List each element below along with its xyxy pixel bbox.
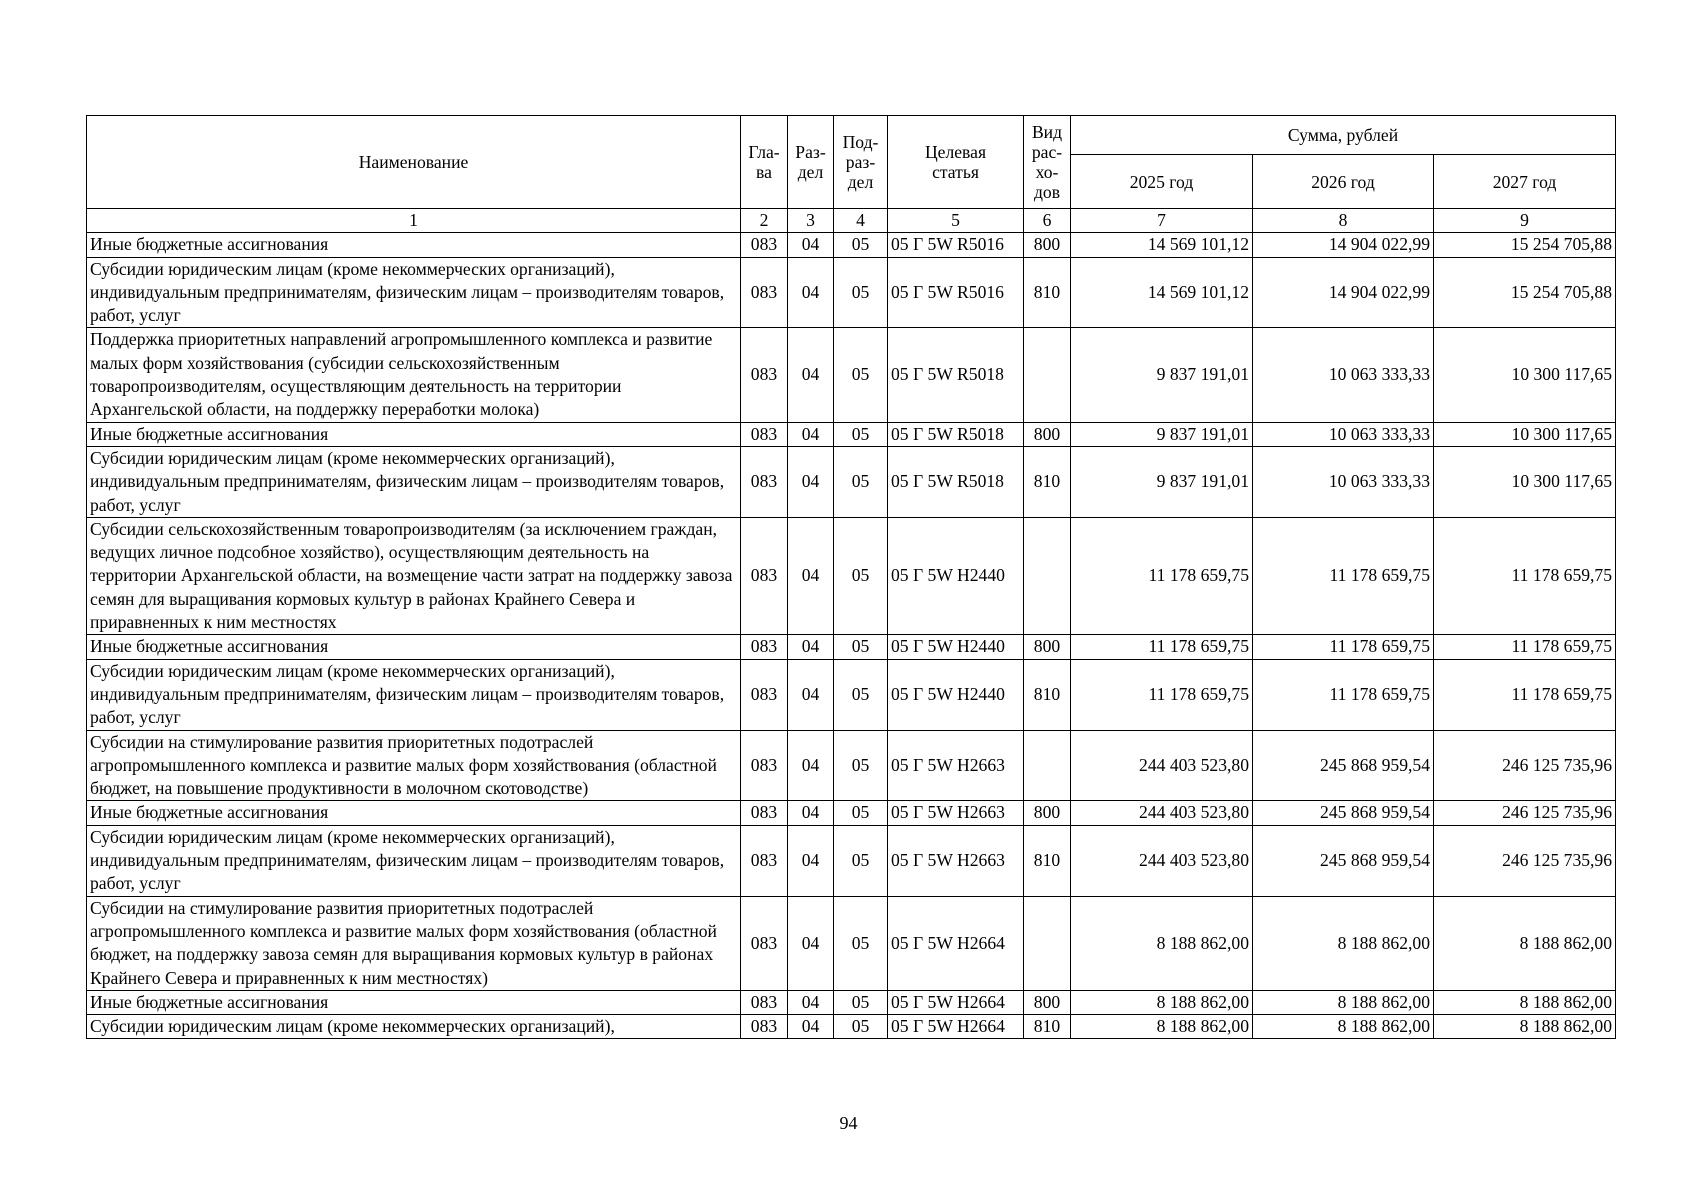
row-glava: 083: [741, 422, 788, 446]
row-celevaya-statya: 05 Г 5W Н2664: [888, 990, 1024, 1014]
column-number: 1: [87, 209, 741, 233]
row-razdel: 04: [788, 422, 834, 446]
row-vid-rashodov: 800: [1024, 801, 1071, 825]
row-sum-2025: 9 837 191,01: [1071, 446, 1253, 517]
table-row: [87, 233, 1616, 257]
row-name: Иные бюджетные ассигнования: [87, 801, 741, 825]
row-sum-2027: 11 178 659,75: [1434, 659, 1616, 730]
row-sum-2026: 8 188 862,00: [1253, 896, 1434, 990]
row-celevaya-statya: 05 Г 5W Н2440: [888, 635, 1024, 659]
column-number-row: [87, 209, 1616, 233]
column-number: 9: [1434, 209, 1616, 233]
header-celevaya-statya: Целевая статья: [888, 116, 1024, 209]
header-year-2026: 2026 год: [1253, 155, 1434, 209]
row-sum-2025: 8 188 862,00: [1071, 990, 1253, 1014]
row-vid-rashodov: [1024, 896, 1071, 990]
row-name: Иные бюджетные ассигнования: [87, 635, 741, 659]
column-number: 8: [1253, 209, 1434, 233]
table-row: [87, 257, 1616, 328]
row-sum-2025: 11 178 659,75: [1071, 635, 1253, 659]
row-sum-2025: 8 188 862,00: [1071, 896, 1253, 990]
row-sum-2027: 8 188 862,00: [1434, 1015, 1616, 1039]
row-sum-2026: 11 178 659,75: [1253, 517, 1434, 634]
row-sum-2027: 246 125 735,96: [1434, 825, 1616, 896]
row-sum-2025: 9 837 191,01: [1071, 328, 1253, 422]
row-vid-rashodov: 810: [1024, 1015, 1071, 1039]
row-vid-rashodov: 800: [1024, 422, 1071, 446]
row-podrazdel: 05: [834, 801, 888, 825]
row-sum-2027: 246 125 735,96: [1434, 730, 1616, 801]
row-podrazdel: 05: [834, 825, 888, 896]
row-sum-2026: 245 868 959,54: [1253, 730, 1434, 801]
row-celevaya-statya: 05 Г 5W Н2664: [888, 896, 1024, 990]
row-sum-2026: 245 868 959,54: [1253, 825, 1434, 896]
header-vid-rashodov: Вид рас- хо- дов: [1024, 116, 1071, 209]
row-podrazdel: 05: [834, 328, 888, 422]
column-number: 3: [788, 209, 834, 233]
row-razdel: 04: [788, 990, 834, 1014]
table-row: [87, 825, 1616, 896]
row-podrazdel: 05: [834, 233, 888, 257]
row-podrazdel: 05: [834, 257, 888, 328]
row-sum-2026: 245 868 959,54: [1253, 801, 1434, 825]
row-glava: 083: [741, 990, 788, 1014]
row-vid-rashodov: 800: [1024, 990, 1071, 1014]
row-sum-2027: 11 178 659,75: [1434, 635, 1616, 659]
row-vid-rashodov: 810: [1024, 659, 1071, 730]
header-summa: Сумма, рублей: [1071, 116, 1616, 155]
row-razdel: 04: [788, 1015, 834, 1039]
row-name: Субсидии на стимулирование развития приоритетных подотраслей агропромышленного комплекса и развитие малых форм хозяйствования (областной бюджет, на поддержку завоза семян для выращивания кормовых культур в районах Крайнего Севера и приравненных к ним местностях): [87, 896, 741, 990]
row-celevaya-statya: 05 Г 5W R5016: [888, 257, 1024, 328]
row-glava: 083: [741, 517, 788, 634]
row-sum-2025: 244 403 523,80: [1071, 825, 1253, 896]
row-sum-2026: 10 063 333,33: [1253, 328, 1434, 422]
row-name: Субсидии юридическим лицам (кроме некоммерческих организаций), индивидуальным предпринимателям, физическим лицам – производителям товаров, работ, услуг: [87, 659, 741, 730]
row-glava: 083: [741, 801, 788, 825]
row-sum-2027: 15 254 705,88: [1434, 233, 1616, 257]
row-sum-2025: 244 403 523,80: [1071, 730, 1253, 801]
row-name: Субсидии сельскохозяйственным товаропроизводителям (за исключением граждан, ведущих личное подсобное хозяйство), осуществляющим деятельность на территории Архангельской области, на возмещение части затрат на поддержку завоза семян для выращивания кормовых культур в районах Крайнего Севера и приравненных к ним местностях: [87, 517, 741, 634]
row-sum-2027: 8 188 862,00: [1434, 896, 1616, 990]
header-year-2025: 2025 год: [1071, 155, 1253, 209]
row-celevaya-statya: 05 Г 5W R5018: [888, 422, 1024, 446]
row-glava: 083: [741, 659, 788, 730]
row-sum-2025: 9 837 191,01: [1071, 422, 1253, 446]
row-vid-rashodov: 800: [1024, 635, 1071, 659]
row-celevaya-statya: 05 Г 5W Н2663: [888, 801, 1024, 825]
row-vid-rashodov: 800: [1024, 233, 1071, 257]
table-row: [87, 1015, 1616, 1039]
row-vid-rashodov: [1024, 730, 1071, 801]
row-razdel: 04: [788, 328, 834, 422]
column-number: 5: [888, 209, 1024, 233]
row-sum-2026: 11 178 659,75: [1253, 659, 1434, 730]
row-podrazdel: 05: [834, 635, 888, 659]
row-sum-2025: 11 178 659,75: [1071, 517, 1253, 634]
row-glava: 083: [741, 328, 788, 422]
row-sum-2025: 14 569 101,12: [1071, 257, 1253, 328]
row-sum-2026: 10 063 333,33: [1253, 446, 1434, 517]
row-sum-2025: 244 403 523,80: [1071, 801, 1253, 825]
row-razdel: 04: [788, 517, 834, 634]
row-sum-2027: 10 300 117,65: [1434, 422, 1616, 446]
row-name: Субсидии юридическим лицам (кроме некоммерческих организаций), индивидуальным предпринимателям, физическим лицам – производителям товаров, работ, услуг: [87, 446, 741, 517]
row-podrazdel: 05: [834, 659, 888, 730]
row-sum-2026: 14 904 022,99: [1253, 257, 1434, 328]
row-razdel: 04: [788, 730, 834, 801]
row-vid-rashodov: 810: [1024, 257, 1071, 328]
row-glava: 083: [741, 730, 788, 801]
row-glava: 083: [741, 257, 788, 328]
row-name: Иные бюджетные ассигнования: [87, 233, 741, 257]
row-sum-2026: 10 063 333,33: [1253, 422, 1434, 446]
row-podrazdel: 05: [834, 990, 888, 1014]
row-podrazdel: 05: [834, 517, 888, 634]
table-row: [87, 446, 1616, 517]
row-glava: 083: [741, 1015, 788, 1039]
row-sum-2027: 10 300 117,65: [1434, 446, 1616, 517]
row-name: Субсидии юридическим лицам (кроме некоммерческих организаций), индивидуальным предпринимателям, физическим лицам – производителям товаров, работ, услуг: [87, 257, 741, 328]
row-sum-2026: 8 188 862,00: [1253, 1015, 1434, 1039]
row-glava: 083: [741, 233, 788, 257]
row-celevaya-statya: 05 Г 5W Н2663: [888, 730, 1024, 801]
row-podrazdel: 05: [834, 1015, 888, 1039]
header-glava: Гла- ва: [741, 116, 788, 209]
table-row: [87, 896, 1616, 990]
row-celevaya-statya: 05 Г 5W R5016: [888, 233, 1024, 257]
row-sum-2027: 246 125 735,96: [1434, 801, 1616, 825]
row-glava: 083: [741, 825, 788, 896]
row-name: Поддержка приоритетных направлений агропромышленного комплекса и развитие малых форм хозяйствования (субсидии сельскохозяйственным товаропроизводителям, осуществляющим деятельность на территории Архангельской области, на поддержку переработки молока): [87, 328, 741, 422]
row-name: Иные бюджетные ассигнования: [87, 990, 741, 1014]
row-name: Иные бюджетные ассигнования: [87, 422, 741, 446]
row-sum-2027: 8 188 862,00: [1434, 990, 1616, 1014]
row-name: Субсидии юридическим лицам (кроме некоммерческих организаций), индивидуальным предпринимателям, физическим лицам – производителям товаров, работ, услуг: [87, 825, 741, 896]
row-vid-rashodov: 810: [1024, 825, 1071, 896]
row-sum-2027: 15 254 705,88: [1434, 257, 1616, 328]
table-row: [87, 517, 1616, 634]
row-razdel: 04: [788, 659, 834, 730]
column-number: 6: [1024, 209, 1071, 233]
table-row: [87, 422, 1616, 446]
row-sum-2026: 11 178 659,75: [1253, 635, 1434, 659]
header-razdel: Раз- дел: [788, 116, 834, 209]
row-sum-2026: 14 904 022,99: [1253, 233, 1434, 257]
row-sum-2025: 11 178 659,75: [1071, 659, 1253, 730]
row-razdel: 04: [788, 233, 834, 257]
header-year-2027: 2027 год: [1434, 155, 1616, 209]
row-vid-rashodov: 810: [1024, 446, 1071, 517]
row-celevaya-statya: 05 Г 5W R5018: [888, 446, 1024, 517]
table-row: [87, 730, 1616, 801]
row-sum-2025: 8 188 862,00: [1071, 1015, 1253, 1039]
column-number: 2: [741, 209, 788, 233]
table-row: [87, 659, 1616, 730]
header-podrazdel: Под- раз- дел: [834, 116, 888, 209]
row-celevaya-statya: 05 Г 5W Н2440: [888, 659, 1024, 730]
row-name: Субсидии на стимулирование развития приоритетных подотраслей агропромышленного комплекса и развитие малых форм хозяйствования (областной бюджет, на повышение продуктивности в молочном скотоводстве): [87, 730, 741, 801]
row-razdel: 04: [788, 635, 834, 659]
row-celevaya-statya: 05 Г 5W R5018: [888, 328, 1024, 422]
row-razdel: 04: [788, 825, 834, 896]
page-number: 94: [839, 1113, 858, 1133]
row-glava: 083: [741, 896, 788, 990]
row-sum-2027: 11 178 659,75: [1434, 517, 1616, 634]
row-vid-rashodov: [1024, 328, 1071, 422]
row-podrazdel: 05: [834, 446, 888, 517]
row-celevaya-statya: 05 Г 5W Н2440: [888, 517, 1024, 634]
row-celevaya-statya: 05 Г 5W Н2664: [888, 1015, 1024, 1039]
row-podrazdel: 05: [834, 730, 888, 801]
row-celevaya-statya: 05 Г 5W Н2663: [888, 825, 1024, 896]
row-podrazdel: 05: [834, 422, 888, 446]
table-row: [87, 801, 1616, 825]
column-number: 7: [1071, 209, 1253, 233]
header-name: Наименование: [87, 116, 741, 209]
row-sum-2027: 10 300 117,65: [1434, 328, 1616, 422]
row-razdel: 04: [788, 257, 834, 328]
column-number: 4: [834, 209, 888, 233]
row-glava: 083: [741, 446, 788, 517]
row-razdel: 04: [788, 801, 834, 825]
row-name: Субсидии юридическим лицам (кроме некоммерческих организаций),: [87, 1015, 741, 1039]
row-podrazdel: 05: [834, 896, 888, 990]
row-glava: 083: [741, 635, 788, 659]
table-body: [87, 233, 1616, 1039]
budget-table: [86, 115, 1616, 1039]
row-vid-rashodov: [1024, 517, 1071, 634]
table-row: [87, 635, 1616, 659]
table-row: [87, 990, 1616, 1014]
row-sum-2026: 8 188 862,00: [1253, 990, 1434, 1014]
row-sum-2025: 14 569 101,12: [1071, 233, 1253, 257]
row-razdel: 04: [788, 446, 834, 517]
table-row: [87, 328, 1616, 422]
row-razdel: 04: [788, 896, 834, 990]
